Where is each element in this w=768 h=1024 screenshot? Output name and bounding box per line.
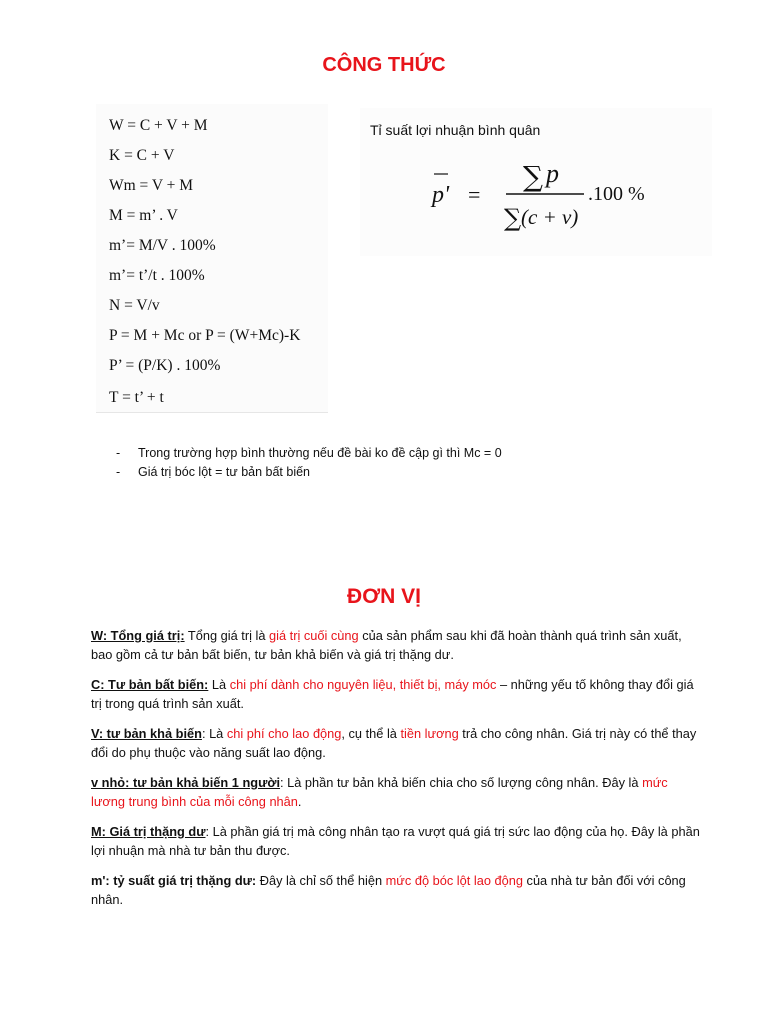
equals-sign: = — [468, 182, 481, 207]
definition-text: : Là phần giá trị mà công nhân tạo ra vượt quá giá trị sức lao động của họ. Đây là phần lợi nhuận mà nhà tư bản thu được. — [91, 824, 700, 858]
highlight-text: mức độ bóc lột lao động — [385, 873, 523, 888]
formula-n: N = V/v — [109, 297, 160, 314]
bullet-dash: - — [116, 446, 121, 460]
p-prime-symbol: p' — [432, 182, 450, 208]
definition-term: M: Giá trị thặng dư — [91, 824, 206, 839]
formula-w: W = C + V + M — [109, 117, 208, 134]
sum-symbol-top: ∑ — [523, 160, 543, 193]
definition-v — [91, 724, 701, 762]
bullet-dash: - — [116, 465, 121, 479]
definition-text: – những yếu tố không thay đổi giá trị trong quá trình sản xuất. — [91, 677, 694, 711]
highlight-text: chi phí cho lao động — [226, 726, 342, 741]
definition-text: trả cho công nhân. Giá trị này có thể thay đổi do phụ thuộc vào năng suất lao động. — [91, 726, 697, 760]
definition-text: . — [297, 794, 302, 809]
definition-term: V: tư bản khả biến — [91, 726, 202, 741]
definition-text: của sản phẩm sau khi đã hoàn thành quá trình sản xuất, bao gồm cả tư bản bất biến, tư bản khả biến và giá trị thặng dư. — [91, 628, 682, 662]
definition-text: Là — [208, 677, 230, 692]
definition-term: m': tỷ suất giá trị thặng dư: — [91, 873, 257, 888]
definition-text: : Là — [201, 726, 227, 741]
profit-rate-formula-image — [360, 108, 712, 256]
formula-list-image — [96, 104, 328, 413]
definition-text: : Là phần tư bản khả biến chia cho số lượng công nhân. Đây là — [280, 775, 643, 790]
formula-k: K = C + V — [109, 147, 175, 164]
note-text: Trong trường hợp bình thường nếu đề bài ko đề cập gì thì Mc = 0 — [138, 446, 502, 460]
definitions-list — [91, 626, 701, 920]
definition-term: v nhỏ: tư bản khả biến 1 người — [91, 775, 281, 790]
formula-m-prime-2: m’= t’/t . 100% — [109, 267, 205, 284]
highlight-text: mức lương trung bình của mỗi công nhân — [91, 775, 668, 809]
denominator-c-plus-v: (c + v) — [521, 205, 579, 229]
sum-symbol-bottom: ∑ — [504, 204, 522, 232]
definition-m-prime — [91, 871, 701, 909]
definition-text: Đây là chỉ số thể hiện — [256, 873, 386, 888]
definition-v-small — [91, 773, 701, 811]
definition-text: , cụ thể là — [341, 726, 401, 741]
formula-wm: Wm = V + M — [109, 177, 194, 194]
formula-m-prime-1: m’= M/V . 100% — [109, 237, 216, 254]
section-title-formulas: CÔNG THỨC — [322, 54, 446, 76]
percent-suffix: .100 % — [588, 183, 645, 205]
definition-term: W: Tổng giá trị: — [91, 628, 185, 643]
formula-p: P = M + Mc or P = (W+Mc)-K — [109, 327, 301, 344]
formula-p-prime: P’ = (P/K) . 100% — [109, 357, 221, 374]
profit-rate-title: Tỉ suất lợi nhuận bình quân — [370, 122, 541, 138]
formula-m: M = m’ . V — [109, 207, 178, 224]
profit-rate-equation — [360, 108, 712, 256]
definition-c — [91, 675, 701, 713]
definition-w — [91, 626, 701, 664]
highlight-text: tiền lương — [400, 726, 459, 741]
note-text: Giá trị bóc lột = tư bản bất biến — [138, 465, 311, 479]
definition-text: của nhà tư bản đối với công nhân. — [91, 873, 686, 907]
definition-term: C: Tư bản bất biến: — [91, 677, 209, 692]
definition-text: Tổng giá trị là — [184, 628, 270, 643]
formula-t: T = t’ + t — [109, 389, 164, 406]
highlight-text: chi phí dành cho nguyên liệu, thiết bị, máy móc — [229, 677, 497, 692]
section-title-units: ĐƠN VỊ — [347, 585, 421, 608]
highlight-text: giá trị cuối cùng — [269, 628, 359, 643]
numerator-p: p — [546, 159, 559, 188]
definition-m — [91, 822, 701, 860]
